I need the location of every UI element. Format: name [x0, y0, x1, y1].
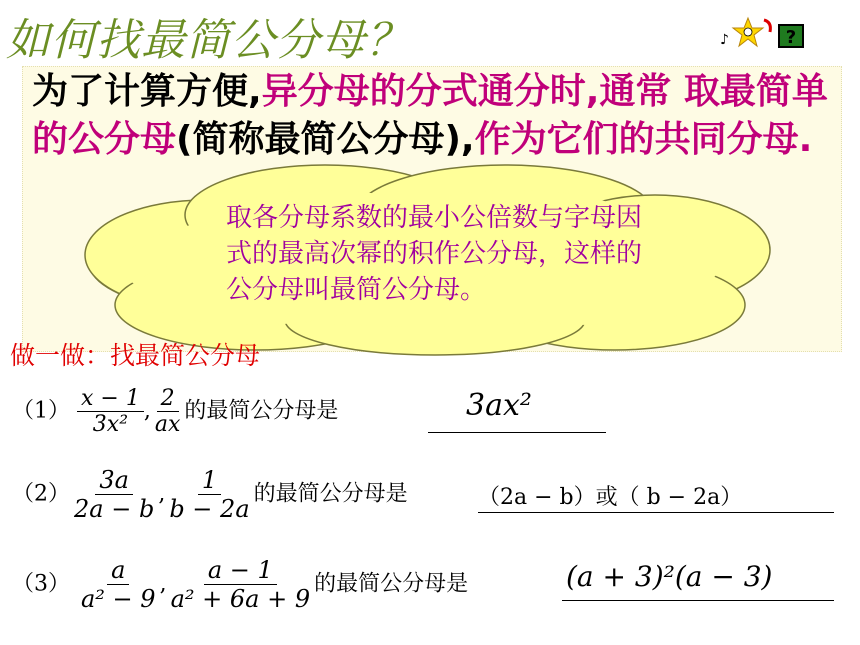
intro-part2: 异分母的分式通分时,: [261, 71, 600, 112]
intro-part5: 作为它们的共同分母.: [474, 119, 813, 160]
problem-3-fraction-1: $\frac{a}{\text{a² − 9}}$: [81, 556, 156, 613]
problem-2: （2） $\frac{3a}{2a - b}$ , $\frac{1}{b - 2a}$ 的最简公分母是: [12, 466, 408, 523]
problem-2-answer: （2a − b）或（ b − 2a）: [478, 485, 743, 510]
intro-text: [32, 68, 832, 164]
problem-3-answer-line: [562, 560, 834, 601]
page-title: 如何找最简公分母？: [6, 15, 411, 66]
problem-3-suffix: 的最简公分母是: [314, 571, 469, 597]
problem-3-number: （3）: [12, 571, 70, 597]
problem-3: （3） $\frac{a}{\text{a² − 9}}$ , $\frac{a - 1}{\text{a² + 6a + 9}}$ 的最简公分母是: [12, 556, 469, 613]
problem-2-suffix: 的最简公分母是: [253, 481, 408, 507]
problem-1-answer-line: [428, 386, 606, 433]
problem-3-fraction-2: $\frac{a - 1}{\text{a² + 6a + 9}}$: [170, 556, 311, 613]
svg-text:♪: ♪: [720, 32, 729, 48]
help-button[interactable]: ?: [778, 24, 804, 48]
intro-part4: (简称最简公分母),: [176, 119, 475, 160]
problem-3-answer: (a + 3)²(a − 3): [566, 560, 773, 593]
problem-1-suffix: 的最简公分母是: [184, 398, 339, 424]
problem-2-number: （2）: [12, 481, 70, 507]
cloud-text: 取各分母系数的最小公倍数与字母因式的最高次幂的积作公分母，这样的公分母叫最简公分母。: [226, 203, 643, 305]
problem-1-answer: 3ax²: [466, 388, 532, 423]
problem-2-answer-line: [478, 478, 834, 513]
intro-part3: 通常 取最简单的公分母: [32, 71, 828, 160]
problem-1: （1） $\frac{x - 1}{\text{3x²}}$ , $\frac{2}{ax}$ 的最简公分母是: [12, 386, 339, 437]
problem-1-fraction-1: $\frac{x - 1}{\text{3x²}}$: [77, 386, 144, 437]
intro-part1: 为了计算方便,: [32, 71, 262, 112]
problem-2-fraction-2: $\frac{1}{b - 2a}$: [169, 466, 250, 523]
problem-1-number: （1）: [12, 398, 70, 424]
problem-2-fraction-1: $\frac{3a}{2a - b}$: [74, 466, 155, 523]
try-label: 做一做：找最简公分母: [10, 341, 261, 370]
problem-1-fraction-2: $\frac{2}{ax}$: [154, 386, 181, 437]
